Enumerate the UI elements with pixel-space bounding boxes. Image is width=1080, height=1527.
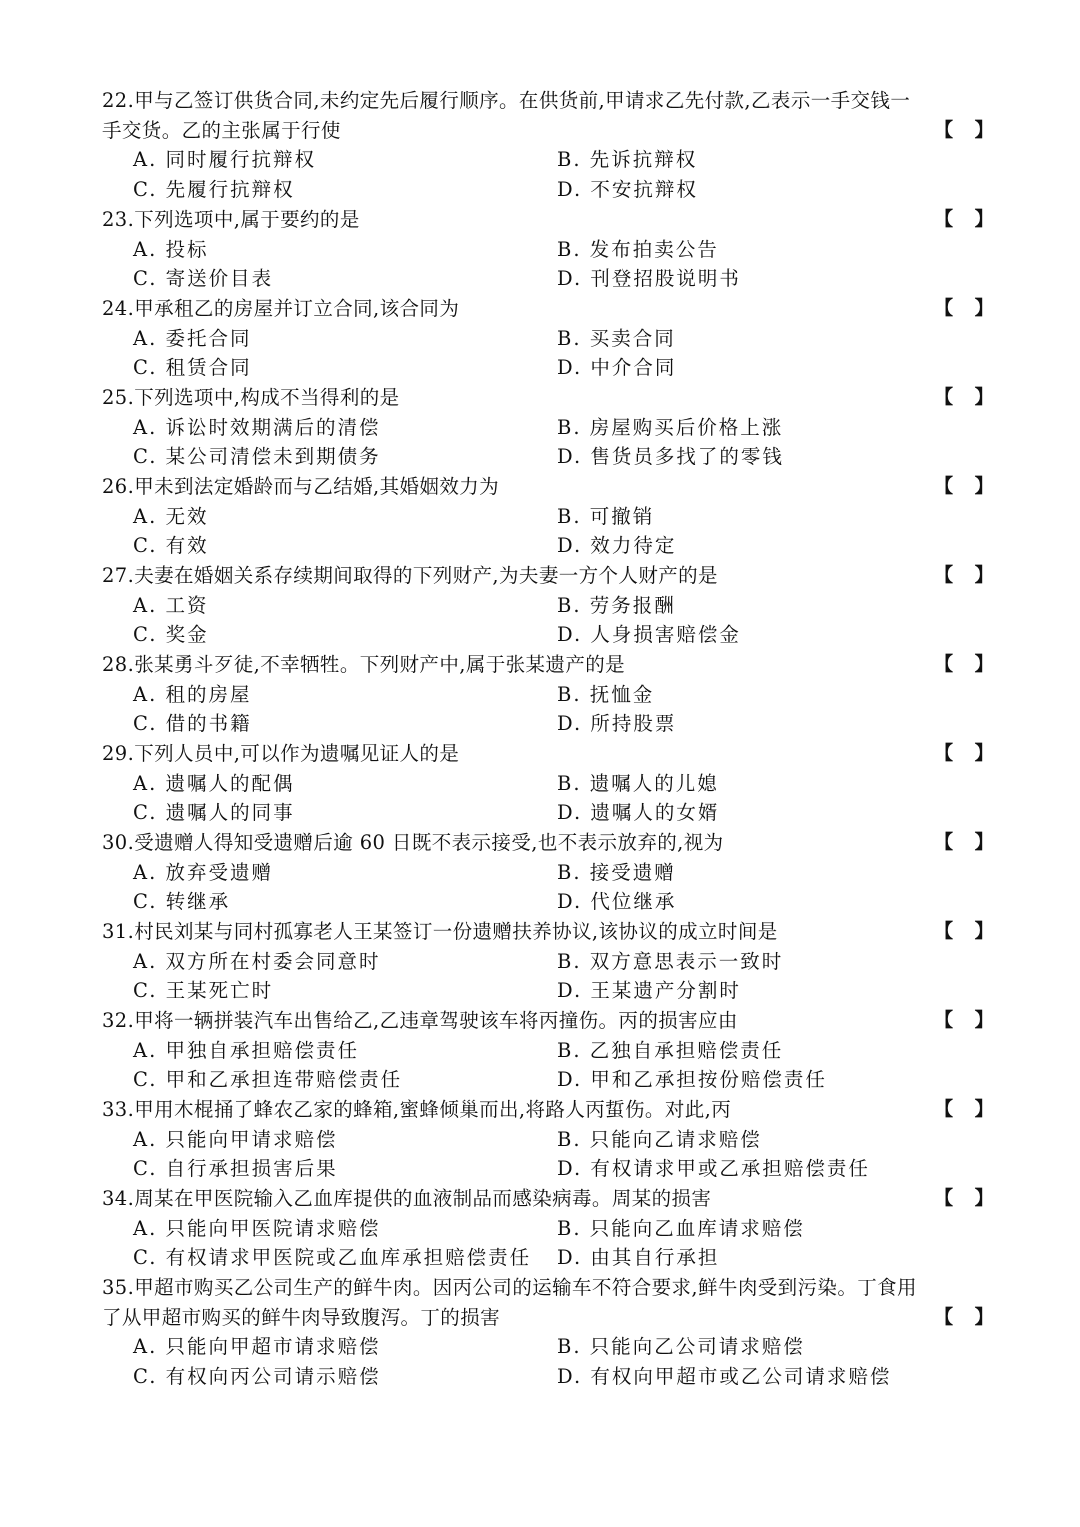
question-stem — [102, 917, 994, 947]
options-grid — [102, 145, 994, 204]
option-a: A. 只能向甲超市请求赔偿 — [133, 1335, 381, 1359]
option-d: D. 刊登招股说明书 — [557, 267, 741, 291]
option-c: C. 某公司清偿未到期债务 — [133, 445, 381, 469]
option-d: D. 不安抗辩权 — [557, 178, 698, 202]
options-grid — [102, 947, 994, 1006]
option-b: B. 劳务报酬 — [557, 593, 676, 617]
question-stem — [102, 294, 994, 324]
option-d: D. 由其自行承担 — [557, 1246, 720, 1270]
question-text: 甲超市购买乙公司生产的鲜牛肉。因丙公司的运输车不符合要求,鲜牛肉受到污染。丁食用了从甲超市购买的鲜牛肉导致腹泻。丁的损害 — [102, 1276, 917, 1329]
question-33 — [102, 1095, 994, 1184]
question-number: 24. — [102, 297, 135, 320]
question-number: 29. — [102, 742, 135, 765]
question-stem — [102, 828, 994, 858]
question-text: 夫妻在婚姻关系存续期间取得的下列财产,为夫妻一方个人财产的是 — [134, 564, 718, 587]
question-stem — [102, 383, 994, 413]
question-stem — [102, 1095, 994, 1125]
question-32 — [102, 1006, 994, 1095]
answer-bracket[interactable]: 【 】 — [934, 475, 994, 497]
option-b: B. 双方意思表示一致时 — [557, 949, 784, 973]
question-stem — [102, 739, 994, 769]
options-grid — [102, 769, 994, 828]
question-text: 周某在甲医院输入乙血库提供的血液制品而感染病毒。周某的损害 — [134, 1187, 712, 1210]
question-text: 村民刘某与同村孤寡老人王某签订一份遗赠扶养协议,该协议的成立时间是 — [134, 920, 778, 943]
option-c: C. 奖金 — [133, 623, 209, 647]
option-c: C. 租赁合同 — [133, 356, 252, 380]
option-c: C. 转继承 — [133, 890, 231, 914]
option-a: A. 诉讼时效期满后的清偿 — [133, 415, 381, 439]
option-a: A. 遗嘱人的配偶 — [133, 771, 295, 795]
question-text: 甲用木棍捅了蜂农乙家的蜂箱,蜜蜂倾巢而出,将路人丙蜇伤。对此,丙 — [134, 1098, 732, 1121]
question-stem — [102, 472, 994, 502]
question-25 — [102, 383, 994, 472]
question-number: 28. — [102, 653, 135, 676]
question-number: 27. — [102, 564, 135, 587]
option-a: A. 只能向甲请求赔偿 — [133, 1127, 338, 1151]
answer-bracket[interactable]: 【 】 — [934, 208, 994, 230]
option-a: A. 双方所在村委会同意时 — [133, 949, 381, 973]
answer-bracket[interactable]: 【 】 — [934, 742, 994, 764]
question-number: 25. — [102, 386, 135, 409]
option-d: D. 售货员多找了的零钱 — [557, 445, 784, 469]
question-text: 下列选项中,属于要约的是 — [134, 208, 360, 231]
option-b: B. 可撤销 — [557, 504, 655, 528]
option-b: B. 抚恤金 — [557, 682, 655, 706]
question-number: 30. — [102, 831, 135, 854]
option-a: A. 甲独自承担赔偿责任 — [133, 1038, 359, 1062]
question-27 — [102, 561, 994, 650]
question-text: 甲未到法定婚龄而与乙结婚,其婚姻效力为 — [134, 475, 500, 498]
option-b: B. 乙独自承担赔偿责任 — [557, 1038, 784, 1062]
question-number: 33. — [102, 1098, 135, 1121]
question-number: 35. — [102, 1276, 135, 1299]
option-d: D. 有权请求甲或乙承担赔偿责任 — [557, 1157, 870, 1181]
option-c: C. 先履行抗辩权 — [133, 178, 295, 202]
option-c: C. 借的书籍 — [133, 712, 252, 736]
option-b: B. 发布拍卖公告 — [557, 237, 719, 261]
question-number: 32. — [102, 1009, 135, 1032]
option-a: A. 无效 — [133, 504, 209, 528]
option-d: D. 王某遗产分割时 — [557, 979, 741, 1003]
question-stem — [102, 650, 994, 680]
option-b: B. 只能向乙血库请求赔偿 — [557, 1216, 805, 1240]
option-b: B. 接受遗赠 — [557, 860, 676, 884]
option-a: A. 租的房屋 — [133, 682, 252, 706]
answer-bracket[interactable]: 【 】 — [934, 1187, 994, 1209]
option-c: C. 自行承担损害后果 — [133, 1157, 338, 1181]
options-grid — [102, 502, 994, 561]
option-b: B. 买卖合同 — [557, 326, 676, 350]
answer-bracket[interactable]: 【 】 — [934, 1098, 994, 1120]
option-a: A. 只能向甲医院请求赔偿 — [133, 1216, 381, 1240]
option-b: B. 遗嘱人的儿媳 — [557, 771, 719, 795]
options-grid — [102, 680, 994, 739]
answer-bracket[interactable]: 【 】 — [934, 297, 994, 319]
option-c: C. 有效 — [133, 534, 209, 558]
answer-bracket[interactable]: 【 】 — [934, 653, 994, 675]
option-d: D. 代位继承 — [557, 890, 677, 914]
options-grid — [102, 324, 994, 383]
question-23 — [102, 205, 994, 294]
question-22 — [102, 86, 994, 205]
options-grid — [102, 858, 994, 917]
question-30 — [102, 828, 994, 917]
answer-bracket[interactable]: 【 】 — [934, 1305, 994, 1328]
question-number: 31. — [102, 920, 135, 943]
option-d: D. 所持股票 — [557, 712, 677, 736]
question-text: 甲与乙签订供货合同,未约定先后履行顺序。在供货前,甲请求乙先付款,乙表示一手交钱一手交货。乙的主张属于行使 — [102, 89, 911, 142]
option-c: C. 寄送价目表 — [133, 267, 274, 291]
question-number: 23. — [102, 208, 135, 231]
question-stem — [102, 1273, 994, 1332]
answer-bracket[interactable]: 【 】 — [934, 920, 994, 942]
option-b: B. 房屋购买后价格上涨 — [557, 415, 784, 439]
option-b: B. 只能向乙公司请求赔偿 — [557, 1335, 805, 1359]
question-34 — [102, 1184, 994, 1273]
answer-bracket[interactable]: 【 】 — [934, 564, 994, 586]
option-c: C. 甲和乙承担连带赔偿责任 — [133, 1068, 403, 1092]
answer-bracket[interactable]: 【 】 — [934, 1009, 994, 1031]
option-d: D. 中介合同 — [557, 356, 677, 380]
option-c: C. 有权向丙公司请示赔偿 — [133, 1365, 381, 1389]
question-stem — [102, 86, 994, 145]
option-a: A. 放弃受遗赠 — [133, 860, 273, 884]
question-24 — [102, 294, 994, 383]
question-stem — [102, 1184, 994, 1214]
option-b: B. 先诉抗辩权 — [557, 148, 698, 172]
question-number: 26. — [102, 475, 135, 498]
question-26 — [102, 472, 994, 561]
question-stem — [102, 205, 994, 235]
option-c: C. 有权请求甲医院或乙血库承担赔偿责任 — [133, 1246, 532, 1270]
question-number: 22. — [102, 89, 135, 112]
options-grid — [102, 413, 994, 472]
question-29 — [102, 739, 994, 828]
option-a: A. 委托合同 — [133, 326, 252, 350]
answer-bracket[interactable]: 【 】 — [934, 831, 994, 853]
options-grid — [102, 1125, 994, 1184]
option-b: B. 只能向乙请求赔偿 — [557, 1127, 762, 1151]
option-d: D. 遗嘱人的女婿 — [557, 801, 720, 825]
options-grid — [102, 235, 994, 294]
options-grid — [102, 1214, 994, 1273]
options-grid — [102, 591, 994, 650]
option-c: C. 王某死亡时 — [133, 979, 274, 1003]
question-text: 甲将一辆拼装汽车出售给乙,乙违章驾驶该车将丙撞伤。丙的损害应由 — [134, 1009, 738, 1032]
option-d: D. 有权向甲超市或乙公司请求赔偿 — [557, 1365, 892, 1389]
question-number: 34. — [102, 1187, 135, 1210]
question-text: 下列人员中,可以作为遗嘱见证人的是 — [134, 742, 460, 765]
option-d: D. 甲和乙承担按份赔偿责任 — [557, 1068, 827, 1092]
question-text: 下列选项中,构成不当得利的是 — [134, 386, 400, 409]
question-stem — [102, 1006, 994, 1036]
question-text: 甲承租乙的房屋并订立合同,该合同为 — [134, 297, 460, 320]
question-text: 受遗赠人得知受遗赠后逾 60 日既不表示接受,也不表示放弃的,视为 — [134, 831, 724, 854]
question-stem — [102, 561, 994, 591]
question-31 — [102, 917, 994, 1006]
question-text: 张某勇斗歹徒,不幸牺牲。下列财产中,属于张某遗产的是 — [134, 653, 626, 676]
option-d: D. 效力待定 — [557, 534, 677, 558]
option-c: C. 遗嘱人的同事 — [133, 801, 295, 825]
question-35 — [102, 1273, 994, 1392]
option-a: A. 投标 — [133, 237, 209, 261]
option-a: A. 同时履行抗辩权 — [133, 148, 316, 172]
answer-bracket[interactable]: 【 】 — [934, 118, 994, 141]
question-28 — [102, 650, 994, 739]
option-d: D. 人身损害赔偿金 — [557, 623, 741, 647]
options-grid — [102, 1332, 994, 1391]
option-a: A. 工资 — [133, 593, 209, 617]
options-grid — [102, 1036, 994, 1095]
answer-bracket[interactable]: 【 】 — [934, 386, 994, 408]
